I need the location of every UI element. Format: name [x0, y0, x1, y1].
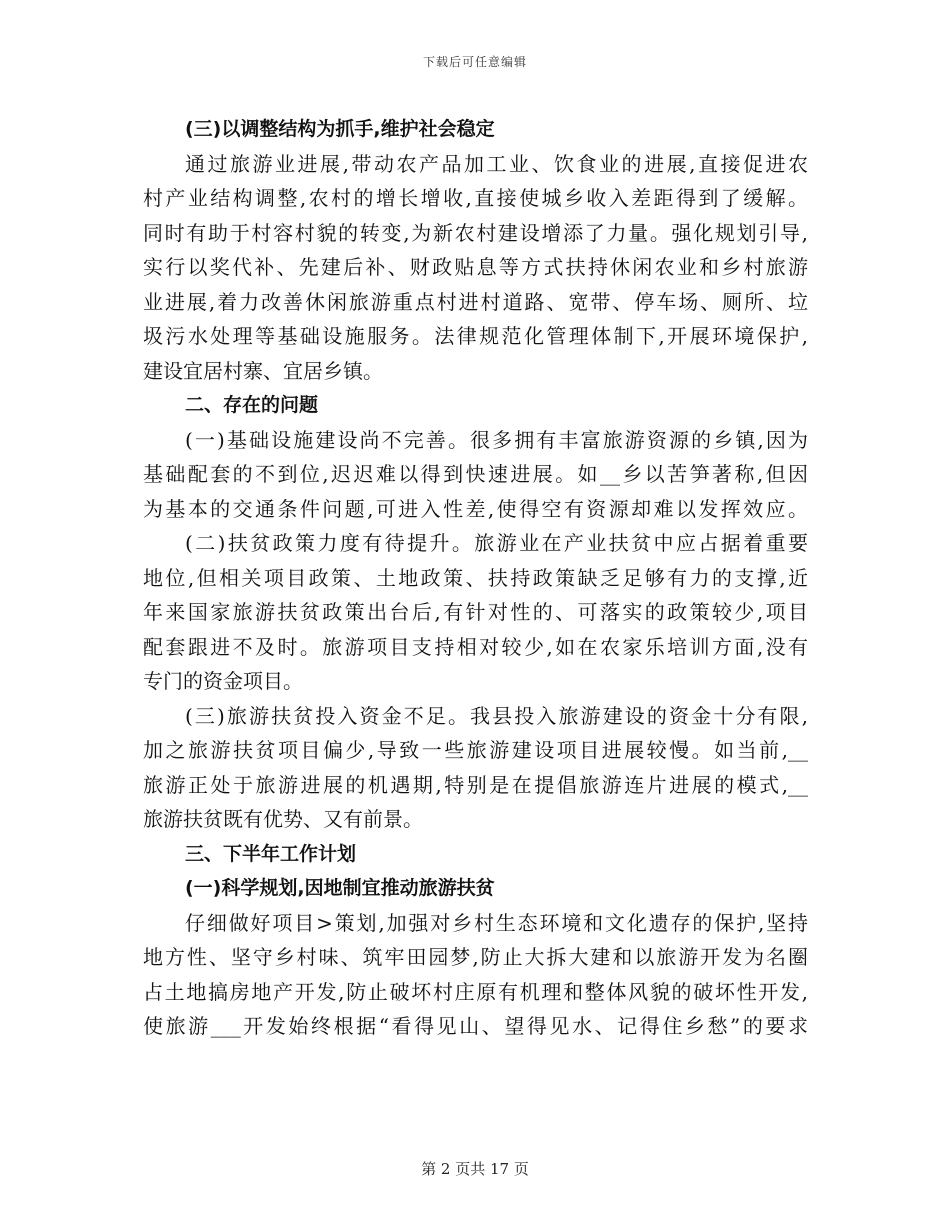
- paragraph-line: 通过旅游业进展,带动农产品加工业、饮食业的进展,直接促进农: [185, 151, 808, 176]
- paragraph-line: 圾污水处理等基础设施服务。法律规范化管理体制下,开展环境保护,: [143, 324, 808, 348]
- paragraph-line: 地位,但相关项目政策、土地政策、扶持政策缺乏足够有力的支撑,近: [143, 565, 808, 590]
- paragraph-line: 基础配套的不到位,迟迟难以得到快速进展。如__乡以苦笋著称,但因: [143, 462, 808, 486]
- paragraph-line: 旅游扶贫既有优势、又有前景。: [143, 807, 423, 831]
- paragraph-line: (三)旅游扶贫投入资金不足。我县投入旅游建设的资金十分有限,: [185, 703, 808, 728]
- paragraph-line: 实行以奖代补、先建后补、财政贴息等方式扶持休闲农业和乡村旅游: [143, 255, 808, 279]
- paragraph-line: 仔细做好项目>策划,加强对乡村生态环境和文化遗存的保护,坚持: [185, 910, 808, 935]
- paragraph-line: 村产业结构调整,农村的增长增收,直接使城乡收入差距得到了缓解。: [143, 186, 808, 210]
- paragraph-line: 年来国家旅游扶贫政策出台后,有针对性的、可落实的政策较少,项目: [143, 600, 808, 624]
- paragraph-line: 建设宜居村寨、宜居乡镇。: [143, 358, 383, 383]
- paragraph-line: 专门的资金项目。: [143, 669, 303, 693]
- paragraph-line: 加之旅游扶贫项目偏少,导致一些旅游建设项目进展较慢。如当前,__: [143, 738, 808, 762]
- paragraph-line: 使旅游___开发始终根据“看得见山、望得见水、记得住乡愁”的要求: [143, 1014, 808, 1038]
- paragraph-line: 配套跟进不及时。旅游项目支持相对较少,如在农家乐培训方面,没有: [143, 634, 808, 659]
- document-body: [143, 112, 808, 1044]
- section-heading: 三、下半年工作计划: [185, 842, 357, 865]
- paragraph-line: (二)扶贫政策力度有待提升。旅游业在产业扶贫中应占据着重要: [185, 531, 808, 555]
- paragraph-line: (一)基础设施建设尚不完善。很多拥有丰富旅游资源的乡镇,因为: [185, 427, 808, 452]
- paragraph-line: 占土地搞房地产开发,防止破坏村庄原有机理和整体风貌的破坏性开发,: [143, 979, 808, 1004]
- paragraph-line: 为基本的交通条件问题,可进入性差,使得空有资源却难以发挥效应。: [143, 496, 808, 521]
- section-heading: (三)以调整结构为抓手,维护社会稳定: [185, 118, 495, 140]
- page-number: 第 2 页共 17 页: [421, 1160, 529, 1178]
- page-header-note: 下载后可任意编辑: [422, 55, 527, 69]
- section-heading: (一)科学规划,因地制宜推动旅游扶贫: [185, 877, 495, 899]
- paragraph-line: 地方性、坚守乡村味、筑牢田园梦,防止大拆大建和以旅游开发为名圈: [143, 945, 808, 969]
- paragraph-line: 旅游正处于旅游进展的机遇期,特别是在提倡旅游连片进展的模式,__: [143, 772, 808, 797]
- paragraph-line: 业进展,着力改善休闲旅游重点村进村道路、宽带、停车场、厕所、垃: [143, 289, 808, 314]
- section-heading: 二、存在的问题: [185, 394, 319, 416]
- paragraph-line: 同时有助于村容村貌的转变,为新农村建设增添了力量。强化规划引导,: [143, 220, 808, 245]
